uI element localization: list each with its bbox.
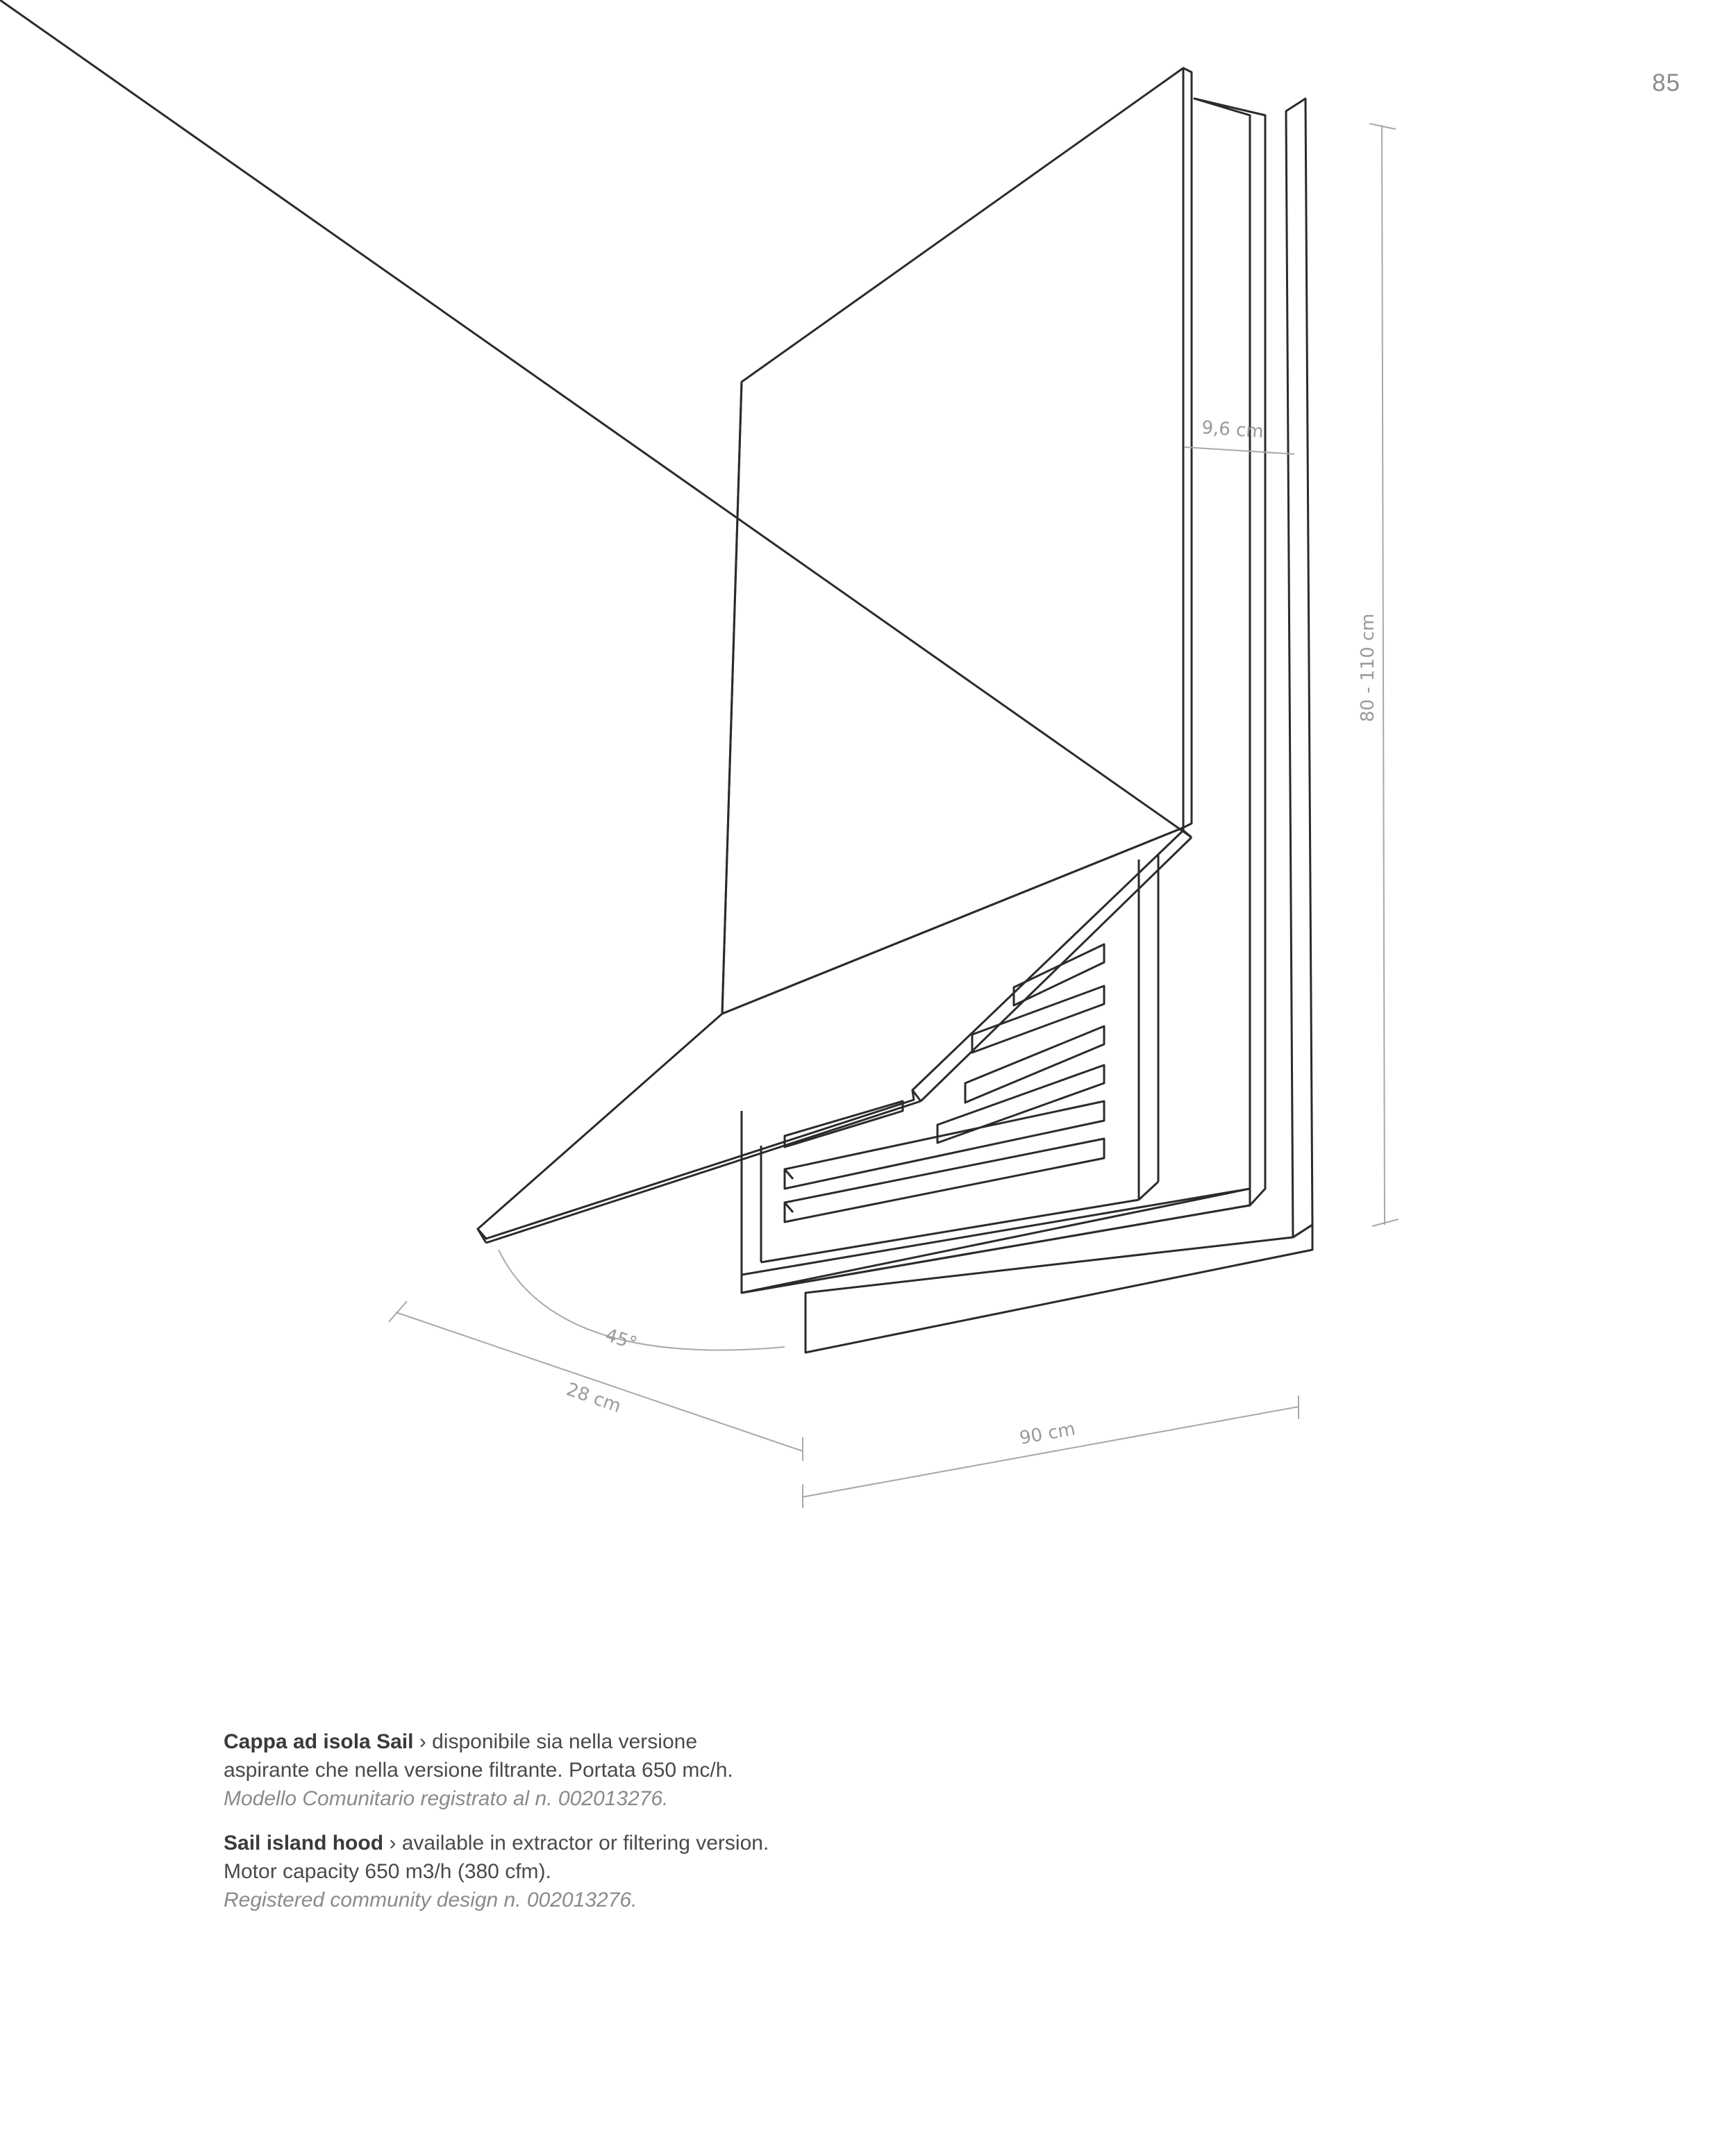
dimension-width: 90 cm [1018,1418,1077,1449]
caption-italian-text1: disponibile sia nella versione [432,1730,698,1753]
dimension-depth-top: 9,6 cm [1201,417,1265,443]
upper-panel [722,68,1192,1014]
page-number: 85 [1652,69,1680,97]
caption-italian-title: Cappa ad isola Sail [224,1730,414,1753]
caption-english-title: Sail island hood [224,1832,384,1855]
wall-plate [1286,99,1312,1237]
caption-italian-line1 [224,1727,1196,1756]
dimension-height: 80 - 110 cm [1358,613,1378,722]
caption-english-text1: available in extractor or filtering version. [401,1832,769,1855]
caption-italian [224,1727,1196,1813]
caption-separator: › [383,1832,402,1855]
dimension-depth: 28 cm [563,1379,624,1417]
dimension-angle: 45° [602,1325,640,1355]
caption-english-line2: Motor capacity 650 m3/h (380 cfm). [224,1860,551,1883]
wall-plate-front [806,1225,1312,1353]
louvres [785,944,1104,1222]
sail-panel [478,828,1183,1239]
caption-english [224,1829,1196,1914]
caption-separator: › [413,1730,433,1753]
caption-italian-line2: aspirante che nella versione filtrante. Portata 650 mc/h. [224,1759,733,1782]
caption-english-line1 [224,1829,1196,1857]
caption-english-note: Registered community design n. 002013276. [224,1889,637,1911]
caption-italian-note: Modello Comunitario registrato al n. 002013276. [224,1787,669,1810]
body-frame [742,99,1265,1293]
